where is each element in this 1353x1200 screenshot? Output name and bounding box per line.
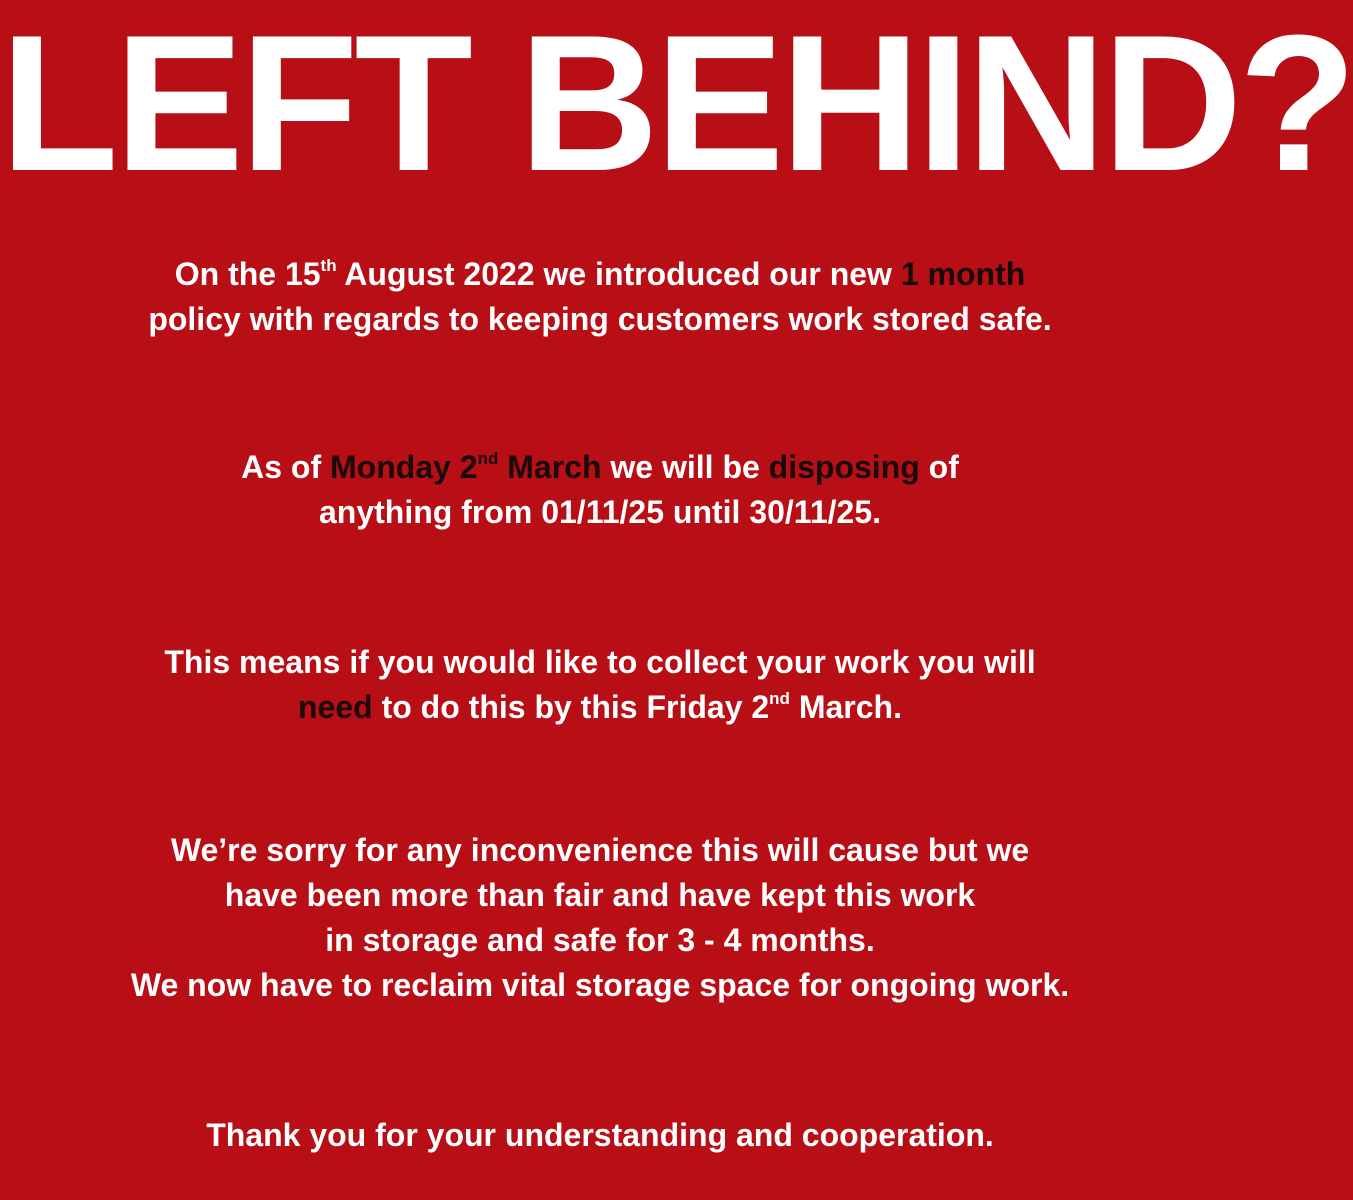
ordinal-suffix: th <box>320 256 337 275</box>
highlight-date: Monday 2 <box>330 449 478 485</box>
policy-paragraph <box>0 252 1200 342</box>
highlight-disposing: disposing <box>768 449 920 485</box>
policy-text-start: On the 15 <box>174 256 321 292</box>
disposal-line-2: anything from 01/11/25 until 30/11/25. <box>318 494 881 530</box>
policy-text-middle: August 2022 we introduced our new <box>336 256 901 292</box>
apology-line-1: We’re sorry for any inconvenience this will cause but we <box>170 832 1030 868</box>
highlight-month: March <box>498 449 602 485</box>
highlight-duration: 1 month <box>900 256 1026 292</box>
thank-you-line: Thank you for your understanding and cooperation. <box>206 1117 994 1153</box>
apology-line-3: in storage and safe for 3 - 4 months. <box>325 922 875 958</box>
disposal-text-middle: we will be <box>601 449 769 485</box>
apology-line-2: have been more than fair and have kept this work <box>224 877 976 913</box>
ordinal-suffix: nd <box>769 689 790 708</box>
disposal-paragraph <box>0 445 1200 535</box>
highlight-need: need <box>298 689 373 725</box>
disposal-line-1 <box>0 445 1200 490</box>
policy-line-1 <box>0 252 1200 297</box>
headline: LEFT BEHIND? <box>0 0 1353 212</box>
ordinal-suffix: nd <box>477 449 499 468</box>
collection-line-2 <box>0 685 1200 730</box>
policy-line-2: policy with regards to keeping customers work stored safe. <box>148 301 1052 337</box>
disposal-text-end: of <box>919 449 959 485</box>
collection-text-middle: to do this by this Friday 2 <box>372 689 770 725</box>
collection-line-1: This means if you would like to collect your work you will <box>164 644 1036 680</box>
collection-paragraph <box>0 640 1200 730</box>
apology-line-4: We now have to reclaim vital storage space for ongoing work. <box>130 967 1070 1003</box>
apology-paragraph <box>0 828 1200 1008</box>
disposal-text-start: As of <box>241 449 331 485</box>
collection-text-end: March. <box>789 689 902 725</box>
